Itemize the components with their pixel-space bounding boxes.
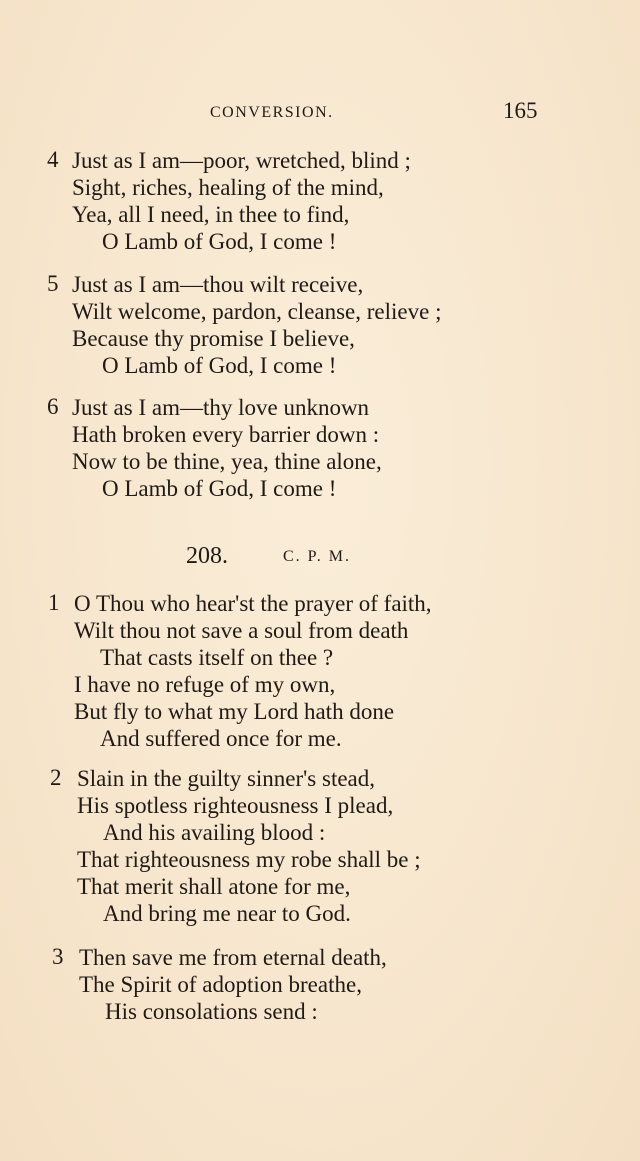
verse-line: And his availing blood : <box>103 820 326 845</box>
verse-line: Then save me from eternal death, <box>79 945 387 970</box>
verse-line: That righteousness my robe shall be ; <box>77 847 421 872</box>
stanza-number: 6 <box>47 394 59 419</box>
verse-line: I have no refuge of my own, <box>74 672 336 697</box>
verse-line: O Lamb of God, I come ! <box>102 229 337 254</box>
verse-line: Yea, all I need, in thee to find, <box>72 202 350 227</box>
verse-line: That merit shall atone for me, <box>77 874 351 899</box>
stanza-number: 3 <box>52 944 64 969</box>
verse-line: Just as I am—thou wilt receive, <box>72 272 364 297</box>
verse-line: Wilt welcome, pardon, cleanse, relieve ; <box>72 299 442 324</box>
stanza-number: 2 <box>50 765 62 790</box>
running-title: CONVERSION. <box>210 104 334 121</box>
verse-line: O Thou who hear'st the prayer of faith, <box>74 591 432 616</box>
hymn-meter: C. P. M. <box>283 548 352 565</box>
verse-line: Slain in the guilty sinner's stead, <box>77 766 376 791</box>
verse-line: Hath broken every barrier down : <box>72 422 380 447</box>
verse-line: The Spirit of adoption breathe, <box>79 972 362 997</box>
verse-line: His consolations send : <box>105 999 318 1024</box>
verse-line: O Lamb of God, I come ! <box>102 476 337 501</box>
verse-line: Now to be thine, yea, thine alone, <box>72 449 382 474</box>
verse-line: Just as I am—poor, wretched, blind ; <box>72 148 411 173</box>
verse-line: But fly to what my Lord hath done <box>74 699 395 724</box>
page-number: 165 <box>503 98 538 123</box>
verse-line: And suffered once for me. <box>100 726 342 751</box>
stanza-number: 1 <box>48 590 60 615</box>
hymn-heading <box>0 543 640 573</box>
verse-line: O Lamb of God, I come ! <box>102 353 337 378</box>
verse-line: That casts itself on thee ? <box>100 645 334 670</box>
verse-line: Just as I am—thy love unknown <box>72 395 370 420</box>
verse-line: And bring me near to God. <box>103 901 351 926</box>
verse-line: Because thy promise I believe, <box>72 326 355 351</box>
verse-line: Wilt thou not save a soul from death <box>74 618 409 643</box>
running-head <box>0 98 640 132</box>
hymn-number: 208. <box>186 543 228 569</box>
verse-line: Sight, riches, healing of the mind, <box>72 175 384 200</box>
stanza-number: 4 <box>47 147 59 172</box>
stanza-number: 5 <box>47 271 59 296</box>
verse-line: His spotless righteousness I plead, <box>77 793 394 818</box>
